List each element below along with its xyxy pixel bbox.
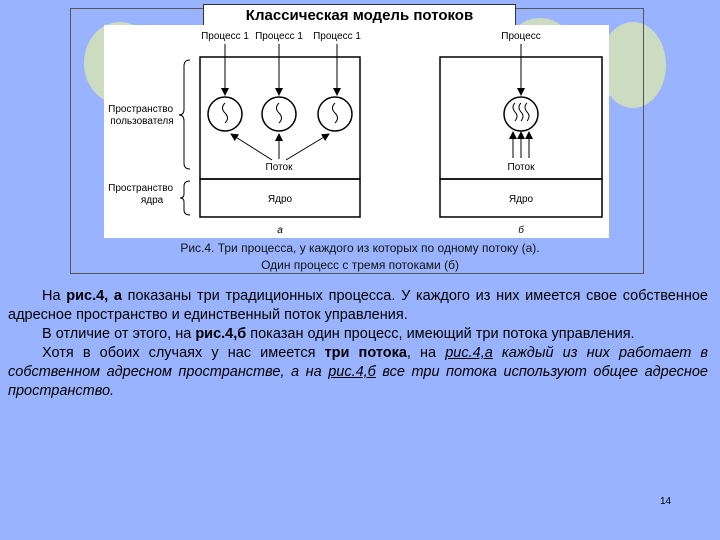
paragraph-1: На рис.4, а показаны три традиционных процесса. У каждого из них имеется свое собственное адресное пространство и единственный поток управления.	[8, 288, 708, 323]
caption-line-1: Рис.4. Три процесса, у каждого из которых по одному потоку (а).	[180, 241, 540, 255]
sub-label-a: а	[277, 225, 283, 236]
kernel-label-a: Ядро	[267, 194, 293, 205]
user-space-label: Пространство пользователя	[108, 104, 174, 127]
thread-squiggle	[525, 103, 529, 121]
thread-label-b: Поток	[507, 162, 535, 173]
thread-label-a: Поток	[265, 162, 293, 173]
sub-label-b: б	[518, 225, 524, 236]
thread-arrow	[231, 134, 272, 160]
kernel-space-label: Пространство ядра	[108, 183, 174, 206]
user-space-brace	[179, 60, 190, 169]
paragraph-3: Хотя в обоих случаях у нас имеется три потока, на рис.4,а каждый из них работает в собственном адресном пространстве, а на рис.4,б все три потока используют общее адресное пространство.	[8, 345, 708, 399]
thread-squiggle	[513, 103, 517, 121]
thread-squiggle	[333, 103, 338, 123]
thread-model-figure	[104, 25, 609, 238]
paragraph-2: В отличие от этого, на рис.4,б показан один процесс, имеющий три потока управления.	[42, 326, 635, 342]
process-circle	[262, 97, 296, 131]
process-label-3: Процесс 1	[313, 31, 361, 42]
thread-squiggle	[223, 103, 228, 123]
slide-title: Классическая модель потоков	[203, 4, 516, 28]
process-circle	[208, 97, 242, 131]
process-circle	[318, 97, 352, 131]
user-space-box-a	[200, 57, 360, 179]
kernel-label-b: Ядро	[508, 194, 534, 205]
kernel-space-brace	[180, 181, 190, 215]
process-label-1: Процесс 1	[201, 31, 249, 42]
figure-caption	[104, 240, 616, 274]
process-label-2: Процесс 1	[255, 31, 303, 42]
body-text	[8, 287, 708, 401]
process-label-single: Процесс	[501, 31, 541, 42]
thread-arrow	[286, 134, 329, 160]
thread-squiggle	[519, 103, 523, 121]
thread-squiggle	[277, 103, 282, 123]
process-circle	[504, 97, 538, 131]
caption-line-2: Один процесс с тремя потоками (б)	[261, 258, 459, 272]
page-number: 14	[660, 496, 672, 507]
